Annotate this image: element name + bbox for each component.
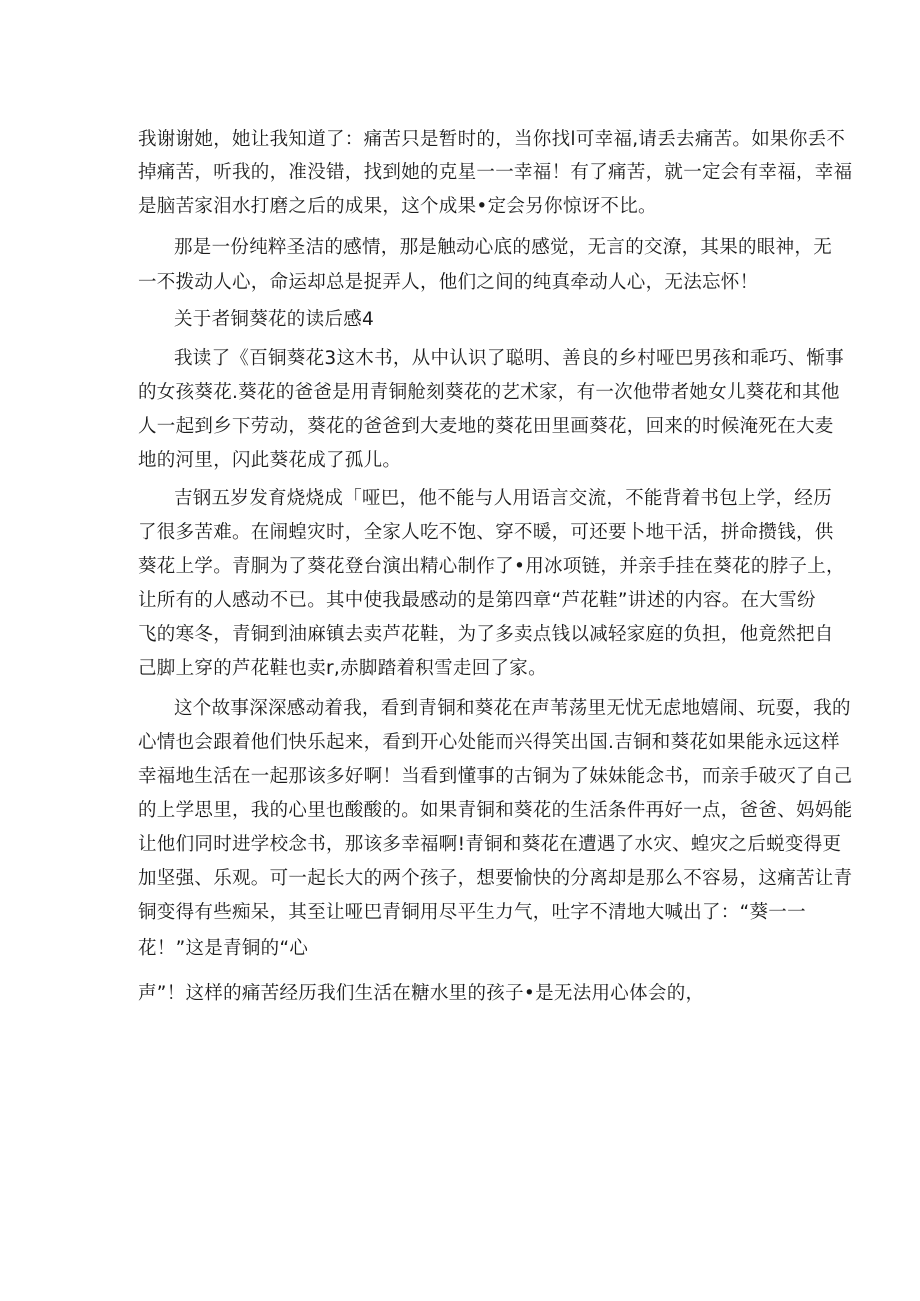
text-line: 那是一份纯粹圣洁的感情，那是触动心底的感觉，无言的交潦，其果的眼神，无 <box>174 237 833 258</box>
text-line: 的女孩葵花.葵花的爸爸是用青铜舱刻葵花的艺术家，有一次他带者她女儿葵花和其他 <box>138 382 840 403</box>
text-line: 花！”这是青铜的“心 <box>138 938 309 959</box>
text-line: 一不拨动人心，命运却总是捉弄人，他们之间的纯真牵动人心，无法忘怀！ <box>138 272 759 293</box>
text-line: 吉钢五岁发育烧烧成「哑巴，他不能与人用语言交流，不能背着书包上学，经历 <box>174 488 833 509</box>
text-line: 加坚强、乐观。可一起长大的两个孩子，想要愉快的分离却是那么不容易，这痛苦让青 <box>138 868 853 889</box>
text-line: 人一起到乡下劳动，葵花的爸爸到大麦地的葵花田里画葵花，回来的时候淹死在大麦 <box>138 416 834 437</box>
text-line: 葵花上学。青胴为了葵花登台演出精心制作了•用冰项链，并亲手挂在葵花的脖子上， <box>138 556 845 577</box>
text-line: 铜变得有些痴呆，其至让哑巴青铜用尽平生力气，吐字不清地大喊出了：“葵一一 <box>138 902 806 923</box>
text-line: 这个故事深深感动着我，看到青铜和葵花在声苇荡里无忧无虑地嬉闹、玩耍，我的 <box>174 698 851 719</box>
text-line: 让所有的人感动不已。其中使我最感动的是第四章“芦花鞋”讲述的内容。在大雪纷 <box>138 590 816 611</box>
text-line: 我读了《百铜葵花3这木书，从中认识了聪明、善良的乡村哑巴男孩和乖巧、惭事 <box>174 348 845 369</box>
text-line: 飞的寒冬，青铜到油麻镇去卖芦花鞋，为了多卖点钱以减轻家庭的负担，他竟然把自 <box>138 624 834 645</box>
text-line: 了很多苦难。在闹蝗灾时，全家人吃不饱、穿不暖，可还要卜地干活，拼命攒钱，供 <box>138 522 834 543</box>
text-line: 己脚上穿的芦花鞋也卖r,赤脚踏着积雪走回了家。 <box>138 658 547 679</box>
text-line: 的上学思里，我的心里也酸酸的。如果青铜和葵花的生活条件再好一点，爸爸、妈妈能 <box>138 800 853 821</box>
text-line: 是脑苦家泪水打磨之后的成果，这个成果•定会另你惊讶不比。 <box>138 196 657 217</box>
text-line: 掉痛苦，听我的，准没错，找到她的克星一一幸福！有了痛苦，就一定会有幸福，幸福 <box>138 162 853 183</box>
text-line: 我谢谢她，她让我知道了：痛苦只是暂时的，当你找l可幸福,请丢去痛苦。如果你丢不 <box>138 129 846 150</box>
section-heading: 关于者铜葵花的读后感4 <box>174 309 375 330</box>
text-line: 心情也会跟着他们快乐起来，看到开心处能而兴得笑出国.吉铜和葵花如果能永远这样 <box>138 732 840 753</box>
text-line: 地的河里，闪此葵花成了孤儿。 <box>138 450 402 471</box>
text-line: 幸福地生活在一起那该多好啊！当看到懂事的古铜为了妹妹能念书，而亲手破灭了自己 <box>138 766 853 787</box>
text-line: 声”！这样的痛苦经历我们生活在糖水里的孩子•是无法用心体会的， <box>138 983 705 1004</box>
text-line: 让他们同时进学校念书，那该多幸福啊!青铜和葵花在遭遇了水灾、蝗灾之后蜕变得更 <box>138 834 842 855</box>
